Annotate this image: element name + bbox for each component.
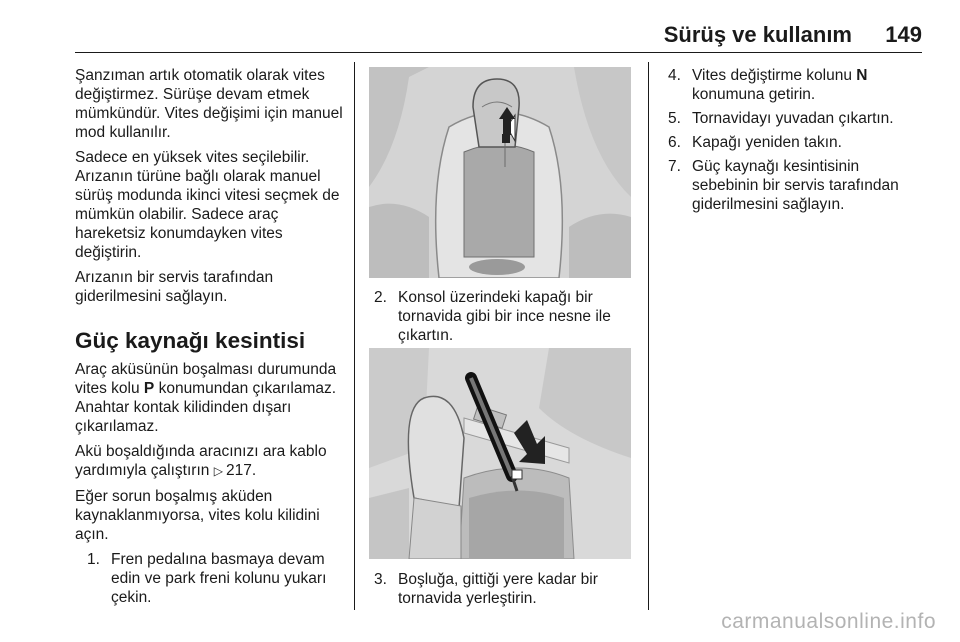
column-divider-1 [354,62,355,610]
page-header [0,0,960,56]
figure-gear-lever-arrow [369,67,631,278]
step-text: konumuna getirin. [692,86,816,103]
list-item [668,109,918,128]
text: Araç aküsünün boşalması durumunda vites kolu [75,361,337,397]
paragraph: Eğer sorun boşalmış aküden kaynaklanmıyorsa, vites kolu kilidini açın. [75,488,320,543]
column-2 [374,288,636,350]
column-2b [374,570,636,613]
step-list [374,570,636,608]
step-list [87,550,343,607]
text: . [251,462,257,479]
text: konumundan çıkarılamaz. Anahtar kontak kilidinden dışarı çıkarılamaz. [75,380,337,435]
list-item [668,133,918,152]
gear-position-label: N [856,67,868,84]
step-number: 5. [668,110,681,127]
text: Akü boşaldığında aracınızı ara kablo yardımıyla çalıştırın [75,443,327,479]
paragraph [75,442,343,481]
step-list [668,66,918,214]
step-number: 6. [668,134,681,151]
page-reference-link[interactable]: 217 [226,462,252,479]
step-number: 7. [668,158,681,175]
step-text: Konsol üzerindeki kapağı bir tornavida gibi bir ince nesne ile çıkartın. [398,289,611,344]
step-number: 2. [374,289,387,306]
step-number: 3. [374,571,387,588]
paragraph: Arızanın bir servis tarafından giderilmesini sağlayın. [75,269,274,305]
page-number: 149 [885,22,922,47]
column-1 [75,66,343,612]
step-number: 1. [87,551,100,568]
list-item [668,157,918,214]
watermark: carmanualsonline.info [721,610,936,633]
header-rule [75,52,922,53]
paragraph: Şanzıman artık otomatik olarak vites değiştirmez. Sürüşe devam etmek mümkündür. Vites değişimi için manuel mod kullanılır. [75,67,343,141]
paragraph [75,360,343,436]
step-text: Tornavidayı yuvadan çıkartın. [692,110,894,127]
step-text: Güç kaynağı kesintisinin sebebinin bir servis tarafından giderilmesini sağlayın. [692,158,899,213]
step-list [374,288,636,345]
list-item [374,288,636,345]
list-item [374,570,636,608]
step-text: Kapağı yeniden takın. [692,134,842,151]
paragraph: Sadece en yüksek vites seçilebilir. Arızanın türüne bağlı olarak manuel sürüş modunda ikinci vitesi seçmek de mümkün olabilir. Sadece araç hareketsiz konumdayken vites değiştirin. [75,149,340,261]
gear-position-label: P [143,380,155,397]
section-title: Sürüş ve kullanım [663,22,852,47]
step-number: 4. [668,67,681,84]
step-text: Boşluğa, gittiği yere kadar bir tornavida yerleştirin. [398,571,598,607]
triangle-reference-icon: ▷ [213,464,223,478]
step-text: Vites değiştirme kolunu [692,67,857,84]
column-divider-2 [648,62,649,610]
column-3 [668,66,918,219]
section-heading: Güç kaynağı kesintisi [75,328,306,353]
figure-screwdriver-cover [369,348,631,559]
step-text: Fren pedalına basmaya devam edin ve park freni kolunu yukarı çekin. [111,551,327,606]
list-item [668,66,918,104]
list-item [87,550,343,607]
